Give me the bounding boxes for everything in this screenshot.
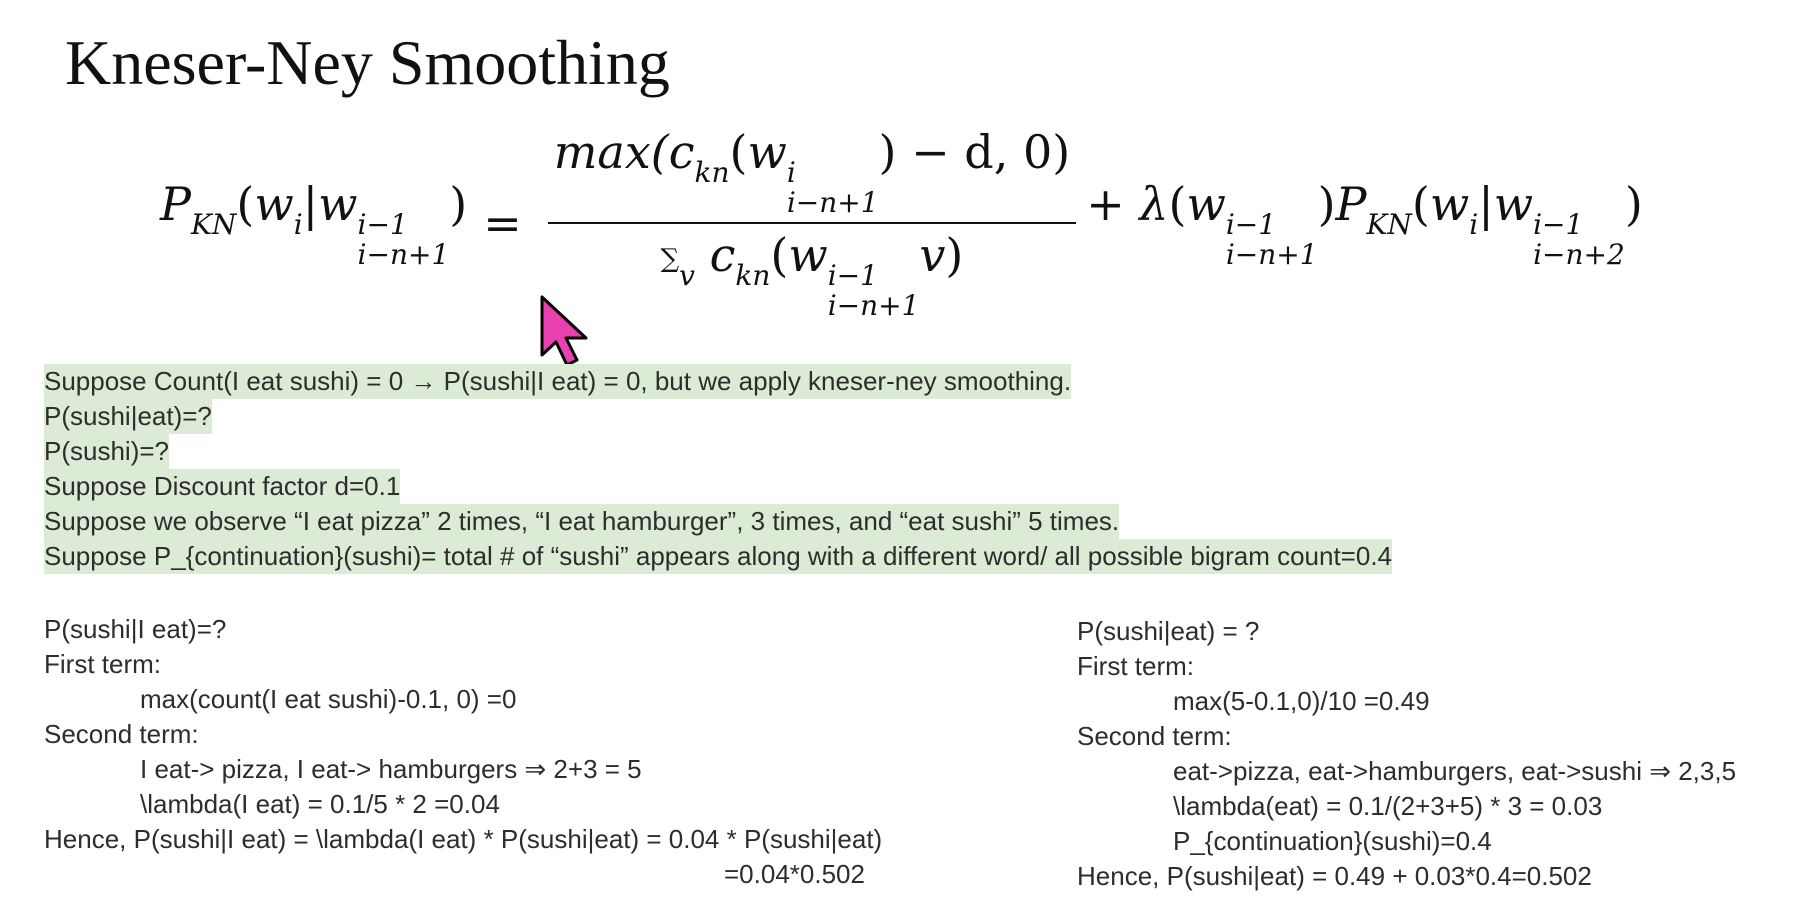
left-question: P(sushi|I eat)=? [44,614,227,644]
left-first-term-calc: max(count(I eat sushi)-0.1, 0) =0 [140,684,517,714]
setup-line: Suppose Count(I eat sushi) = 0 → P(sushi|I eat) = 0, but we apply kneser-ney smoothing. [44,364,1071,399]
right-first-term-label: First term: [1077,651,1194,681]
left-first-term-label: First term: [44,649,161,679]
right-continuation: P_{continuation}(sushi)=0.4 [1173,826,1492,856]
right-first-term-calc: max(5-0.1,0)/10 =0.49 [1173,686,1430,716]
slide-title: Kneser-Ney Smoothing [65,27,670,98]
formula-denominator: ∑ $_v$ $c_{kn}(w$ i−1 i−n+1 v) [660,228,964,322]
right-second-term-calc: eat->pizza, eat->hamburgers, eat->sushi ⇒ 2,3,5 [1173,756,1737,786]
right-hence: Hence, P(sushi|eat) = 0.49 + 0.03*0.4=0.502 [1077,861,1592,891]
left-lambda-calc: \lambda(I eat) = 0.1/5 * 2 =0.04 [140,789,500,819]
right-lambda-calc: \lambda(eat) = 0.1/(2+3+5) * 3 = 0.03 [1173,791,1603,821]
formula-numerator: $\max(c_{kn}(w$ i i−n+1 ) − d, 0) [553,125,1071,219]
formula-fraction [548,125,1076,321]
formula-equals: = [483,196,522,250]
right-solution [1077,614,1736,894]
setup-line: P(sushi)=? [44,434,169,469]
left-second-term-label: Second term: [44,719,199,749]
formula-backoff-term: + λ(w i−1 i−n+1 )$P_{KN}(w_i|w$ i−1 i−n+2 ) [1086,176,1643,271]
setup-line: Suppose P_{continuation}(sushi)= total # of “sushi” appears along with a different word/ all possible bigram count=0.4 [44,539,1392,574]
left-second-term-calc: I eat-> pizza, I eat-> hamburgers ⇒ 2+3 = 5 [140,754,642,784]
mouse-pointer-icon [540,295,598,372]
kneser-ney-formula [160,125,1643,322]
right-question: P(sushi|eat) = ? [1077,616,1260,646]
setup-line: Suppose we observe “I eat pizza” 2 times, “I eat hamburger”, 3 times, and “eat sushi” 5 times. [44,504,1119,539]
left-solution [44,612,882,892]
setup-line: Suppose Discount factor d=0.1 [44,469,400,504]
left-hence-result: =0.04*0.502 [724,859,865,889]
formula-lhs: $P_{KN}(w_i|w$ i−1 i−n+1 ) [160,176,468,271]
right-second-term-label: Second term: [1077,721,1232,751]
setup-line: P(sushi|eat)=? [44,399,212,434]
left-hence: Hence, P(sushi|I eat) = \lambda(I eat) * P(sushi|eat) = 0.04 * P(sushi|eat) [44,824,883,854]
problem-setup [44,364,1392,574]
